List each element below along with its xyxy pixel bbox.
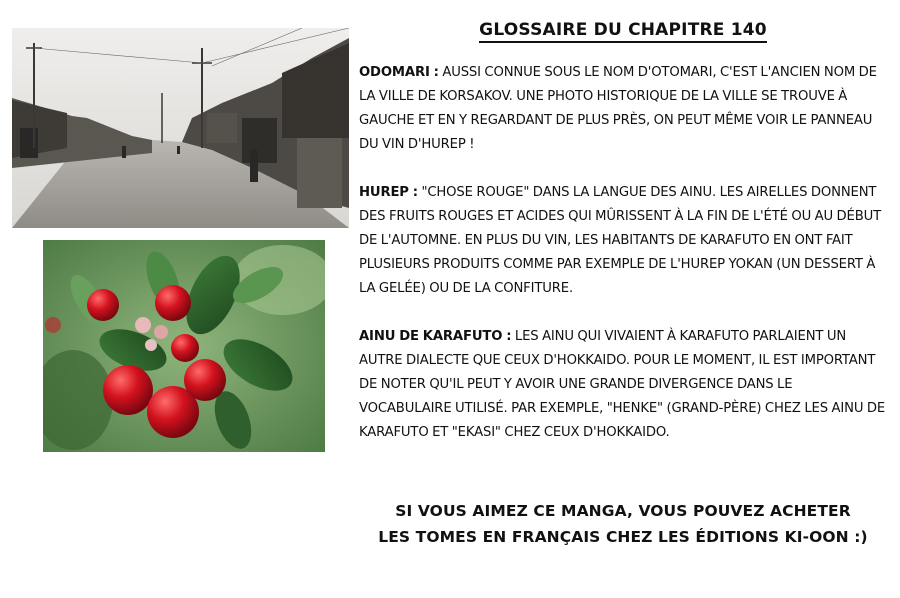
glossary-definition: AUSSI CONNUE SOUS LE NOM D'OTOMARI, C'EST L'ANCIEN NOM DE LA VILLE DE KORSAKOV. UNE PHOTO HISTORIQUE DE LA VILLE SE TROUVE À GAUCHE ET EN Y REGARDANT DE PLUS PRÈS, ON PEUT MÊME VOIR LE PANNEAU DU VIN D'HUREP ! <box>359 65 877 152</box>
glossary-term: HUREP : <box>359 185 418 200</box>
glossary-text <box>359 20 887 469</box>
glossary-title <box>359 20 887 40</box>
lingonberries-photo <box>43 240 325 452</box>
glossary-definition: "CHOSE ROUGE" DANS LA LANGUE DES AINU. LES AIRELLES DONNENT DES FRUITS ROUGES ET ACIDES QUI MÛRISSENT À LA FIN DE L'ÉTÉ OU AU DÉBUT DE L'AUTOMNE. EN PLUS DU VIN, LES HABITANTS DE KARAFUTO EN ONT FAIT PLUSIEURS PRODUITS COMME PAR EXEMPLE DE L'HUREP YOKAN (UN DESSERT À LA GELÉE) OU DE LA CONFITURE. <box>359 185 882 296</box>
glossary-term: AINU DE KARAFUTO : <box>359 329 512 344</box>
glossary-title-text: GLOSSAIRE DU CHAPITRE 140 <box>479 20 767 43</box>
glossary-entry-ainu-karafuto <box>359 325 887 445</box>
footer-line-1: SI VOUS AIMEZ CE MANGA, VOUS POUVEZ ACHETER <box>395 502 851 520</box>
glossary-entry-odomari <box>359 61 887 157</box>
glossary-entry-hurep <box>359 181 887 301</box>
glossary-definition: LES AINU QUI VIVAIENT À KARAFUTO PARLAIENT UN AUTRE DIALECTE QUE CEUX D'HOKKAIDO. POUR LE MOMENT, IL EST IMPORTANT DE NOTER QU'IL PEUT Y AVOIR UNE GRANDE DIVERGENCE DANS LE VOCABULAIRE UTILISÉ. PAR EXEMPLE, "HENKE" (GRAND-PÈRE) CHEZ LES AINU DE KARAFUTO ET "EKASI" CHEZ CEUX D'HOKKAIDO. <box>359 329 886 440</box>
historic-street-photo <box>12 28 349 228</box>
publisher-footer <box>359 498 887 550</box>
footer-line-2: LES TOMES EN FRANÇAIS CHEZ LES ÉDITIONS KI-OON :) <box>378 528 868 546</box>
glossary-term: ODOMARI : <box>359 65 439 80</box>
